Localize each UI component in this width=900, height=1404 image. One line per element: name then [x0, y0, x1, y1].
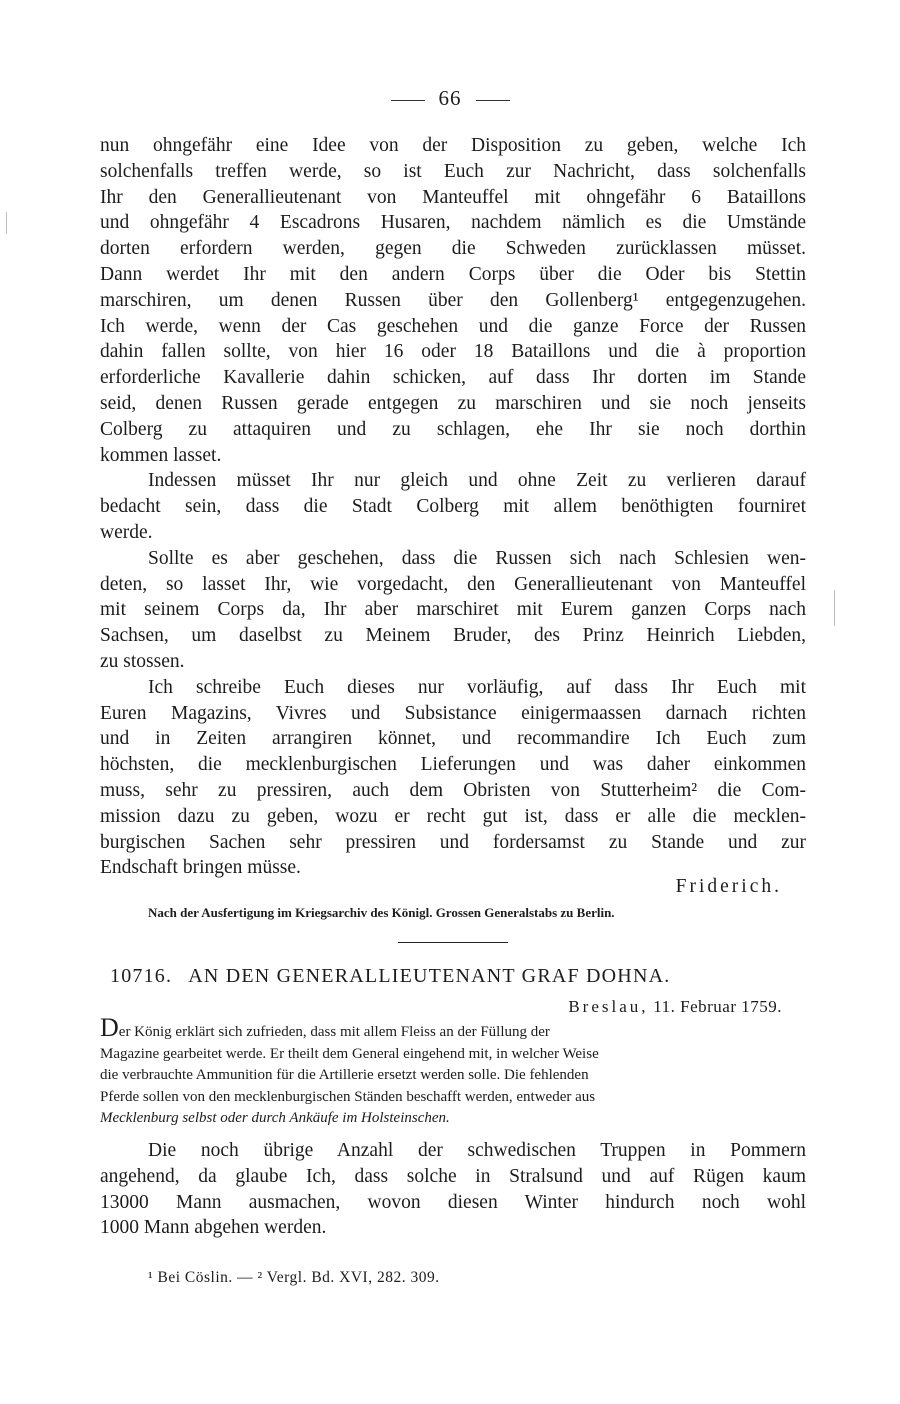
text-line: Sollte es aber geschehen, dass die Russen sich nach Schlesien wen-	[148, 547, 806, 569]
summary-line: Der König erklärt sich zufrieden, dass mit allem Fleiss an der Füllung der	[100, 1013, 550, 1042]
letter-title: AN DEN GENERALLIEUTENANT GRAF DOHNA.	[188, 965, 671, 987]
text-line: Euren Magazins, Vivres und Subsistance einigermaassen darnach richten	[100, 702, 806, 724]
text-line: marschiren, um denen Russen über den Gollenberg¹ entgegenzugehen.	[100, 289, 806, 311]
text-line: Ich schreibe Euch dieses nur vorläufig, auf dass Ihr Euch mit	[148, 676, 806, 698]
text-line: Colberg zu attaquiren und zu schlagen, ehe Ihr sie noch dorthin	[100, 418, 806, 440]
text-line: Ihr den Generallieutenant von Manteuffel mit ohngefähr 6 Bataillons	[100, 186, 806, 208]
main-text	[100, 133, 806, 881]
text-line: mit seinem Corps da, Ihr aber marschiret mit Eurem ganzen Corps nach	[100, 599, 806, 621]
signature: Friderich.	[675, 876, 782, 897]
page-number: 66	[0, 86, 900, 111]
paragraph-3	[100, 546, 806, 675]
page-number-dash-right	[476, 100, 510, 101]
text-line: dahin fallen sollte, von hier 16 oder 18 Bataillons und die à proportion	[100, 341, 806, 363]
page-number-dash-left	[391, 100, 425, 101]
text-line: mission dazu zu geben, wozu er recht gut ist, dass er alle die mecklen-	[100, 805, 806, 827]
text-line: Indessen müsset Ihr nur gleich und ohne Zeit zu verlieren darauf	[148, 470, 806, 492]
drop-cap: D	[100, 1013, 119, 1042]
text-line: Dann werdet Ihr mit den andern Corps über die Oder bis Stettin	[100, 263, 806, 285]
scan-margin-mark	[6, 212, 7, 234]
text-line: Die noch übrige Anzahl der schwedischen Truppen in Pommern	[148, 1140, 806, 1161]
dateline-date: 11. Februar 1759.	[653, 997, 782, 1016]
dateline-place: Breslau,	[568, 997, 649, 1016]
text-line: und in Zeiten arrangiren könnet, und recommandire Ich Euch zum	[100, 728, 806, 750]
text-line: 13000 Mann ausmachen, wovon diesen Winter hindurch noch wohl	[100, 1191, 806, 1213]
source-note: Nach der Ausfertigung im Kriegsarchiv des Königl. Grossen Generalstabs zu Berlin.	[148, 905, 615, 920]
text-line: erforderliche Kavallerie dahin schicken, auf dass Ihr dorten im Stande	[100, 367, 806, 389]
summary-line: Mecklenburg selbst oder durch Ankäufe im Holsteinschen.	[100, 1110, 450, 1126]
text-line: solchenfalls treffen werde, so ist Euch zur Nachricht, dass solchenfalls	[100, 160, 806, 182]
text-line: 1000 Mann abgehen werden.	[100, 1217, 327, 1239]
text-line: Ich werde, wenn der Cas geschehen und die ganze Force der Russen	[100, 315, 806, 337]
text-line: muss, sehr zu pressiren, auch dem Obristen von Stutterheim² die Com-	[100, 779, 806, 801]
letter-heading	[110, 965, 790, 988]
text-line: zu stossen.	[100, 650, 185, 672]
letter-summary	[100, 1013, 806, 1130]
text-line: burgischen Sachen sehr pressiren und fordersamst zu Stande und zur	[100, 831, 806, 853]
paragraph-2	[100, 468, 806, 545]
text-line: und ohngefähr 4 Escadrons Husaren, nachdem nämlich es die Umstände	[100, 212, 806, 234]
text-line: nun ohngefähr eine Idee von der Disposition zu geben, welche Ich	[100, 135, 806, 156]
text-line: angehend, da glaube Ich, dass solche in Stralsund und auf Rügen kaum	[100, 1165, 806, 1187]
text-line: Sachsen, um daselbst zu Meinem Bruder, des Prinz Heinrich Liebden,	[100, 625, 806, 647]
section-divider	[398, 942, 508, 943]
text-line: kommen lasset.	[100, 444, 222, 466]
text-line: Endschaft bringen müsse.	[100, 857, 301, 879]
letter-body	[100, 1138, 806, 1241]
text-line: bedacht sein, dass die Stadt Colberg mit allem benöthigten fourniret	[100, 496, 806, 518]
scan-margin-mark	[834, 590, 835, 626]
summary-line: Magazine gearbeitet werde. Er theilt dem General eingehend mit, in welcher Weise	[100, 1045, 599, 1062]
summary-line: die verbrauchte Ammunition für die Artillerie ersetzt werden solle. Die fehlenden	[100, 1067, 589, 1083]
dateline	[568, 997, 782, 1017]
text-line: deten, so lasset Ihr, wie vorgedacht, den Generallieutenant von Manteuffel	[100, 573, 806, 595]
text-line: werde.	[100, 521, 153, 543]
text-line: dorten erfordern werden, gegen die Schweden zurücklassen müsset.	[100, 238, 806, 260]
footnotes: ¹ Bei Cöslin. — ² Vergl. Bd. XVI, 282. 309.	[148, 1269, 440, 1286]
text-line: höchsten, die mecklenburgischen Lieferungen und was daher einkommen	[100, 754, 806, 776]
paragraph-4	[100, 675, 806, 881]
letter-number: 10716.	[110, 965, 173, 987]
paragraph-1	[100, 133, 806, 468]
text-line: seid, denen Russen gerade entgegen zu marschiren und sie noch jenseits	[100, 392, 806, 414]
summary-line: Pferde sollen von den mecklenburgischen Ständen beschafft werden, entweder aus	[100, 1088, 596, 1105]
